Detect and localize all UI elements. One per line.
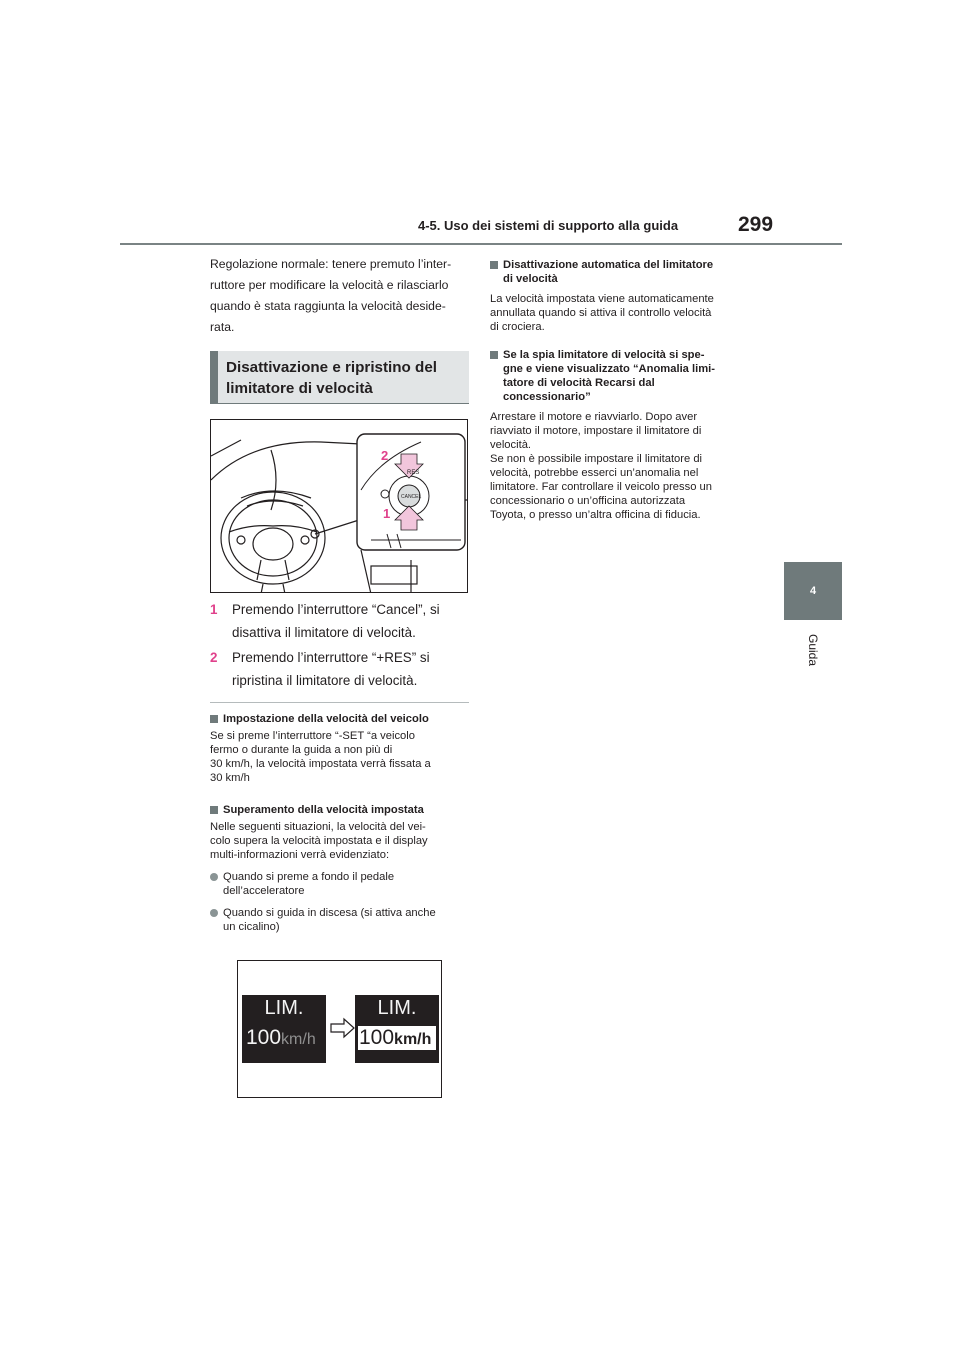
note-title-line: gne e viene visualizzato “Anomalia limi- (503, 363, 715, 375)
square-bullet-icon (210, 715, 218, 723)
note-title: Superamento della velocità impostata (223, 804, 424, 816)
square-bullet-icon (490, 261, 498, 269)
speed-unit: km/h (281, 1031, 316, 1048)
step-line: ripristina il limitatore di velocità. (232, 673, 418, 688)
display-normal (242, 995, 326, 1063)
step-number: 1 (210, 602, 218, 617)
step-text (232, 598, 470, 644)
display-highlighted (355, 995, 439, 1063)
steering-wheel-illustration (210, 419, 468, 593)
note-line: Se non è possibile impostare il limitatore di (490, 453, 703, 465)
step-text (232, 646, 470, 692)
chapter-label-text: Guida (806, 633, 820, 667)
note-line: velocità, potrebbe esserci un’anomalia nel (490, 467, 699, 479)
note-body (210, 820, 472, 862)
intro-line: Regolazione normale: tenere premuto l’inter- (210, 257, 452, 271)
bullet-text (223, 906, 436, 934)
note-heading (210, 803, 472, 817)
intro-line: ruttore per modificare la velocità e rilasciarlo (210, 278, 449, 292)
note-line: velocità. (490, 439, 532, 451)
note-automatic-deactivation (490, 258, 752, 334)
speed-unit: km/h (394, 1031, 432, 1048)
note-line: fermo o durante la guida a non più di (210, 744, 393, 756)
bullet-line: Quando si guida in discesa (si attiva anche (223, 907, 436, 919)
note-line: multi-informazioni verrà evidenziato: (210, 849, 390, 861)
page-number: 299 (738, 213, 774, 236)
note-heading (490, 348, 752, 404)
square-bullet-icon (210, 806, 218, 814)
note-title (503, 348, 715, 404)
step-line: Premendo l’interruttore “+RES” si (232, 650, 430, 665)
chapter-label (780, 628, 846, 672)
square-bullet-icon (490, 351, 498, 359)
note-line: limitatore. Far controllare il veicolo presso un (490, 481, 712, 493)
note-heading (210, 712, 472, 726)
speed-readout (359, 1026, 431, 1050)
callout-number-2: 2 (381, 448, 389, 463)
note-body (490, 292, 752, 334)
note-line: 30 km/h, la velocità impostata verrà fissata a (210, 758, 431, 770)
note-line: 30 km/h (210, 772, 250, 784)
section-heading-text (226, 357, 437, 399)
intro-paragraph (210, 254, 472, 338)
chapter-tab[interactable]: 4 (784, 562, 842, 620)
note-title-line: concessionario” (503, 391, 591, 403)
note-line: Toyota, o presso un’altra officina di fiducia. (490, 509, 701, 521)
bullet-line: Quando si preme a fondo il pedale (223, 871, 395, 883)
round-bullet-icon (210, 873, 218, 881)
note-line: La velocità impostata viene automaticamente (490, 293, 714, 305)
speed-readout (246, 1026, 316, 1050)
steering-wheel-drawing (211, 420, 468, 593)
steps-divider (210, 702, 469, 703)
step-list (210, 598, 470, 694)
speed-value: 100 (359, 1026, 395, 1049)
step-line: disattiva il limitatore di velocità. (232, 625, 416, 640)
speed-limit-display-illustration (237, 960, 442, 1098)
lim-label: LIM. (377, 997, 417, 1019)
cancel-switch-label: CANCEL (401, 494, 422, 500)
bullet-item (210, 870, 472, 898)
speed-value: 100 (246, 1026, 282, 1049)
step-line: Premendo l’interruttore “Cancel”, si (232, 602, 440, 617)
note-title-line: Se la spia limitatore di velocità si spe- (503, 349, 705, 361)
section-heading-line: limitatore di velocità (226, 380, 373, 397)
section-heading-line: Disattivazione e ripristino del (226, 359, 437, 376)
bullet-line: dell’acceleratore (223, 885, 305, 897)
note-line: annullata quando si attiva il controllo velocità (490, 307, 712, 319)
note-line: Se si preme l’interruttore “-SET “a veicolo (210, 730, 415, 742)
note-line: Arrestare il motore e riavviarlo. Dopo aver (490, 411, 698, 423)
note-malfunction (490, 348, 752, 522)
note-title-line: di velocità (503, 273, 558, 285)
callout-number-1: 1 (383, 506, 391, 521)
note-line: riavviato il motore, impostare il limitatore di (490, 425, 702, 437)
res-switch-label: RES (407, 470, 420, 476)
bullet-line: un cicalino) (223, 921, 280, 933)
note-title: Impostazione della velocità del veicolo (223, 713, 429, 725)
step-item (210, 646, 470, 692)
bullet-item (210, 906, 472, 934)
header-divider (120, 243, 842, 245)
note-line: di crociera. (490, 321, 545, 333)
bullet-text (223, 870, 394, 898)
arrow-right-icon (330, 1017, 356, 1039)
note-title-line: tatore di velocità Recarsi dal (503, 377, 655, 389)
note-exceeding-speed (210, 803, 472, 934)
note-line: concessionario o un’officina autorizzata (490, 495, 686, 507)
step-item (210, 598, 470, 644)
note-title-line: Disattivazione automatica del limitatore (503, 259, 714, 271)
note-title (503, 258, 713, 286)
note-vehicle-speed-setting (210, 712, 472, 785)
note-body (210, 729, 472, 785)
note-line: colo supera la velocità impostata e il display (210, 835, 428, 847)
note-heading (490, 258, 752, 286)
round-bullet-icon (210, 909, 218, 917)
section-header: 4-5. Uso dei sistemi di supporto alla guida (418, 218, 679, 233)
note-line: Nelle seguenti situazioni, la velocità del vei- (210, 821, 426, 833)
lim-label: LIM. (264, 997, 304, 1019)
section-heading (210, 351, 469, 404)
note-body (490, 410, 752, 522)
intro-line: rata. (210, 320, 235, 334)
intro-line: quando è stata raggiunta la velocità deside- (210, 299, 446, 313)
step-number: 2 (210, 650, 218, 665)
